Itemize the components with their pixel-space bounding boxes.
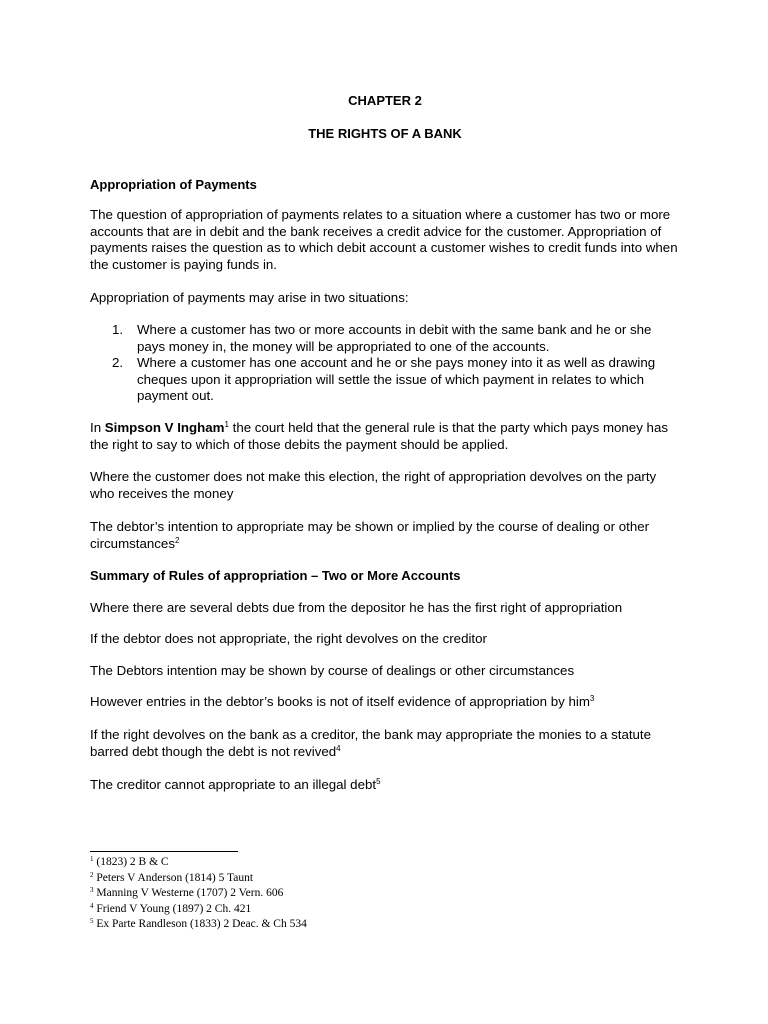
rule-text: However entries in the debtor’s books is not of itself evidence of appropriation by him — [90, 694, 590, 709]
case-name: Simpson V Ingham — [104, 420, 225, 435]
footnote-ref: 4 — [336, 743, 341, 753]
rule-devolves-creditor: If the debtor does not appropriate, the right devolves on the creditor — [90, 631, 487, 646]
paragraph-election: Where the customer does not make this election, the right of appropriation devolves on the party who receives the money — [90, 469, 657, 501]
rule-text: The creditor cannot appropriate to an illegal debt — [90, 777, 377, 792]
footnote-number: 1 — [90, 855, 94, 863]
rule-statute-barred — [90, 727, 680, 760]
footnote-ref: 2 — [174, 535, 180, 545]
list-item — [90, 355, 680, 405]
footnote-ref: 3 — [589, 694, 595, 703]
list-item-number: 2. — [112, 355, 124, 370]
paragraph-simpson-case — [90, 420, 680, 453]
rule-illegal-debt — [90, 777, 680, 794]
rule-entries-books — [90, 694, 680, 711]
paragraph-prefix: In — [90, 420, 105, 435]
footnote-item — [90, 855, 680, 871]
footnotes-list — [90, 855, 680, 933]
footnote-text: (1823) 2 B & C — [93, 856, 169, 868]
footnote-number: 4 — [90, 901, 94, 910]
list-item-number: 1. — [112, 322, 124, 337]
rule-first-right: Where there are several debts due from the depositor he has the first right of appropriation — [90, 600, 623, 615]
footnote-text: Peters V Anderson (1814) 5 Taunt — [93, 871, 254, 884]
footnote-item — [90, 871, 680, 887]
paragraph-intro: The question of appropriation of payments relates to a situation where a customer has two or more accounts that are in debit and the bank receives a credit advice for the customer. Appropriation of payments raises the question as to which debit account a customer wishes to credit funds into when the customer is paying funds in. — [90, 207, 678, 272]
paragraph-situations: Appropriation of payments may arise in two situations: — [90, 290, 409, 305]
rule-text: If the right devolves on the bank as a creditor, the bank may appropriate the monies to a statute barred debt though the debt is not revived — [90, 727, 652, 759]
footnote-text: Manning V Westerne (1707) 2 Vern. 606 — [93, 887, 284, 899]
paragraph-rest: the court held that the general rule is that the party which pays money has the right to say to which of those debits the payment should be applied. — [90, 420, 668, 452]
rule-debtors-intention: The Debtors intention may be shown by course of dealings or other circumstances — [90, 663, 575, 678]
footnote-number: 3 — [90, 886, 94, 894]
footnote-ref: 1 — [224, 420, 229, 429]
paragraph-intention — [90, 519, 680, 552]
section-heading-summary: Summary of Rules of appropriation – Two or More Accounts — [90, 568, 461, 583]
footnote-item — [90, 917, 680, 933]
paragraph-text: The debtor’s intention to appropriate may be shown or implied by the course of dealing or other circumstances — [90, 519, 650, 551]
footnote-number: 5 — [90, 917, 94, 925]
list-item — [90, 322, 680, 355]
footnote-number: 2 — [90, 870, 94, 879]
situations-list — [90, 322, 680, 405]
footnote-text: Friend V Young (1897) 2 Ch. 421 — [93, 902, 252, 915]
list-item-text: Where a customer has two or more accounts in debit with the same bank and he or she pays money in, the money will be appropriated to one of the accounts. — [137, 322, 652, 354]
chapter-number: CHAPTER 2 — [348, 93, 422, 108]
footnote-item — [90, 886, 680, 902]
footnote-text: Ex Parte Randleson (1833) 2 Deac. & Ch 534 — [93, 918, 307, 930]
chapter-title: THE RIGHTS OF A BANK — [308, 126, 462, 141]
footnote-ref: 5 — [376, 777, 381, 786]
list-item-text: Where a customer has one account and he or she pays money into it as well as drawing cheques upon it appropriation will settle the issue of which payment in relates to which payment out. — [137, 355, 656, 403]
footnote-item — [90, 902, 680, 918]
section-heading-appropriation: Appropriation of Payments — [90, 177, 257, 192]
footnote-separator — [90, 851, 238, 852]
